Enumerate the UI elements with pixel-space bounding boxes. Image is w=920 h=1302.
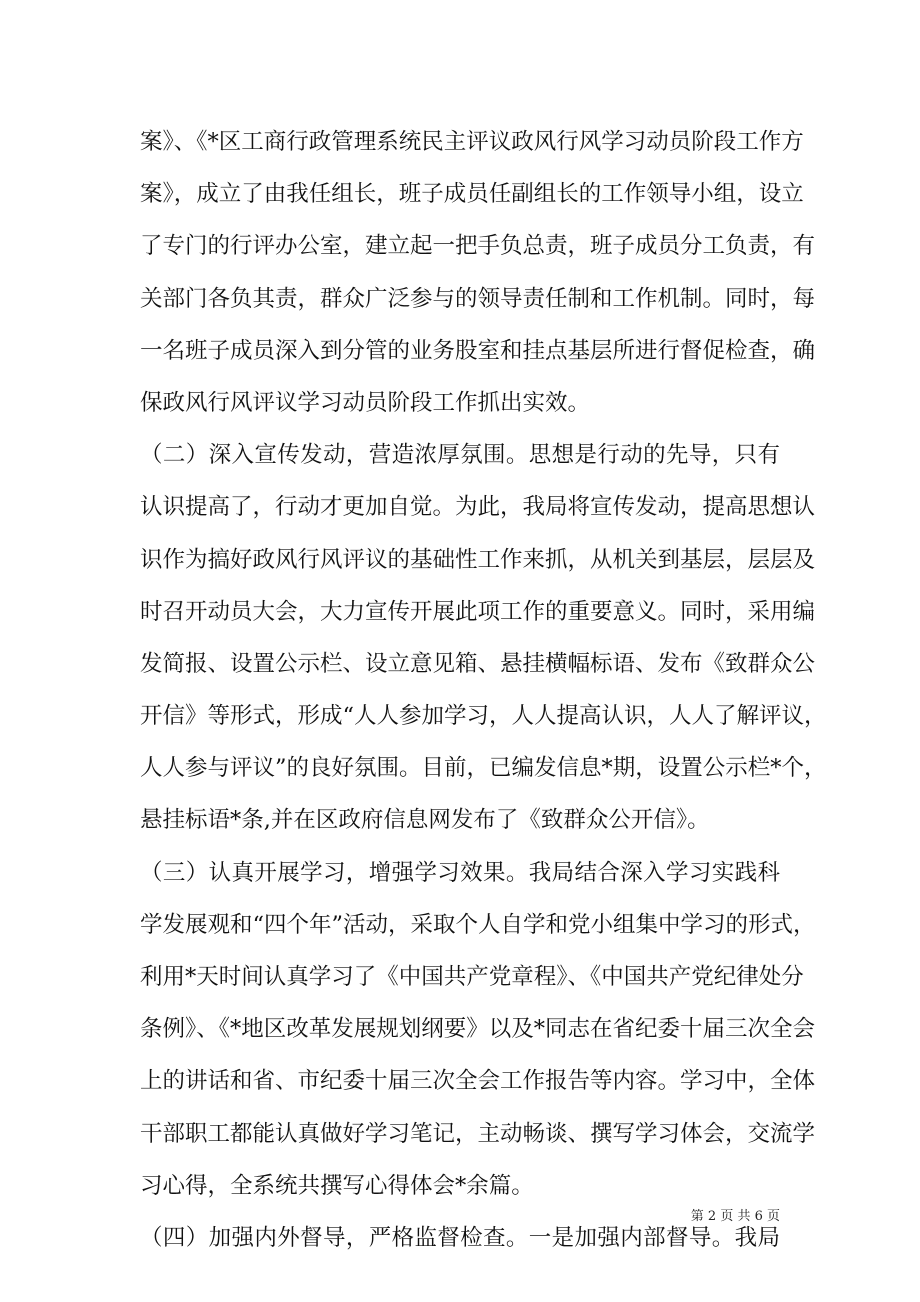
text-line: 干部职工都能认真做好学习笔记，主动畅谈、撰写学习体会，交流学 (140, 1120, 816, 1147)
document-body (140, 116, 827, 1264)
text-line: 学发展观和“四个年”活动，采取个人自学和党小组集中学习的形式， (140, 911, 816, 938)
text-line: 保政风行风评议学习动员阶段工作抓出实效。 (140, 389, 591, 416)
text-line: 时召开动员大会，大力宣传开展此项工作的重要意义。同时，采用编 (140, 598, 816, 625)
text-line: 认识提高了，行动才更加自觉。为此，我局将宣传发动，提高思想认 (140, 494, 816, 521)
text-line: 悬挂标语*条,并在区政府信息网发布了《致群众公开信》。 (140, 807, 710, 834)
text-line: 开信》等形式，形成“人人参加学习，人人提高认识，人人了解评议， (140, 703, 827, 730)
text-line: （三）认真开展学习，增强学习效果。我局结合深入学习实践科 (140, 859, 780, 886)
page-indicator: 第 2 页 共 6 页 (690, 1209, 780, 1224)
text-line: 利用*天时间认真学习了《中国共产党章程》、《中国共产党纪律处分 (140, 964, 804, 990)
text-line: 条例》、《*地区改革发展规划纲要》以及*同志在省纪委十届三次全会 (140, 1016, 816, 1043)
text-line: 习心得，全系统共撰写心得体会*余篇。 (140, 1172, 534, 1199)
text-line: 案》、《*区工商行政管理系统民主评议政风行风学习动员阶段工作方 (140, 129, 804, 155)
text-line: 人人参与评议”的良好氛围。目前，已编发信息*期，设置公示栏*个， (140, 755, 827, 782)
paragraph-3 (140, 847, 816, 1212)
paragraph-1 (140, 116, 816, 429)
text-line: 案》，成立了由我任组长，班子成员任副组长的工作领导小组，设立 (140, 181, 804, 208)
paragraph-2 (140, 429, 827, 847)
text-line: 上的讲话和省、市纪委十届三次全会工作报告等内容。学习中，全体 (140, 1068, 816, 1095)
page-footer (640, 1207, 780, 1227)
text-line: 了专门的行评办公室，建立起一把手负总责，班子成员分工负责，有 (140, 233, 816, 260)
text-line: 识作为搞好政风行风评议的基础性工作来抓，从机关到基层，层层及 (140, 546, 816, 573)
text-line: （二）深入宣传发动，营造浓厚氛围。思想是行动的先导，只有 (140, 442, 780, 469)
text-line: 发简报、设置公示栏、设立意见箱、悬挂横幅标语、发布《致群众公 (140, 650, 816, 677)
text-line: （四）加强内外督导，严格监督检查。一是加强内部督导。我局 (140, 1224, 780, 1251)
text-line: 关部门各负其责，群众广泛参与的领导责任制和工作机制。同时，每 (140, 285, 816, 312)
text-line: 一名班子成员深入到分管的业务股室和挂点基层所进行督促检查，确 (140, 337, 816, 364)
